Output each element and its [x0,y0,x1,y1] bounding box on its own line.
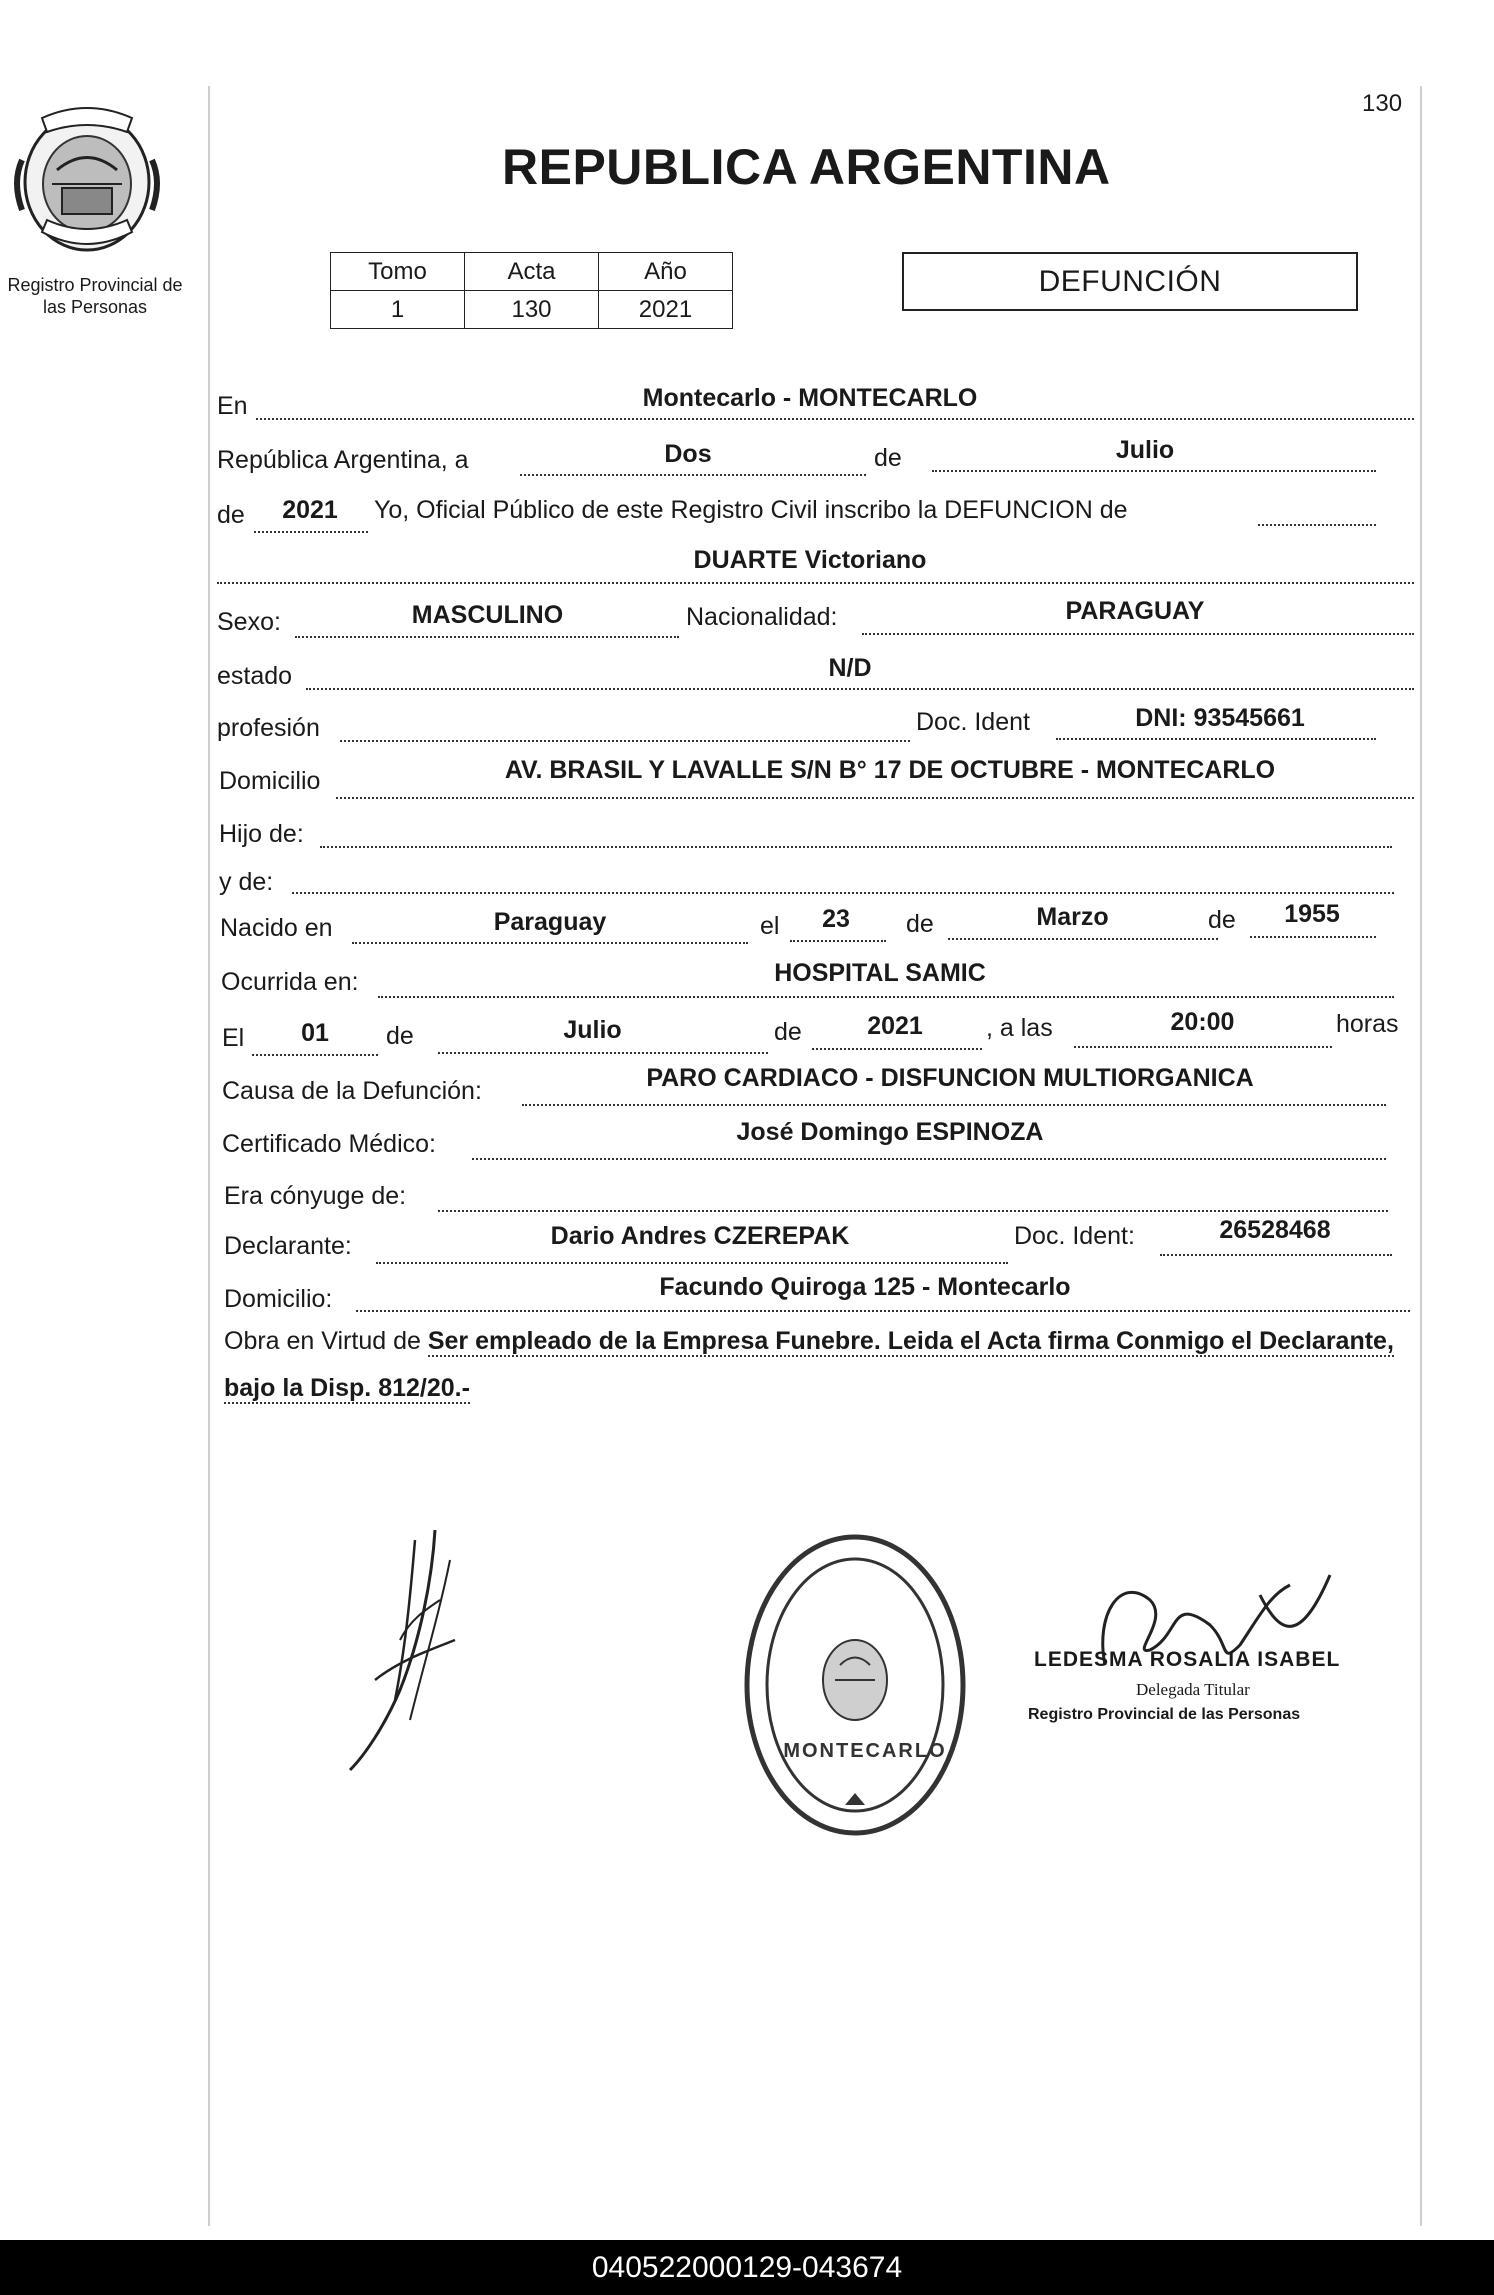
domicilio-label: Domicilio [219,767,321,795]
causa-line [522,1104,1386,1106]
footer-barcode-bar [0,2240,1494,2295]
declarant-signature [340,1520,480,1780]
organization-line-2: las Personas [42,297,148,317]
domicilio2-line [356,1310,1410,1312]
declarante-label: Declarante: [224,1232,352,1260]
domicilio2-value: Facundo Quiroga 125 - Montecarlo [659,1273,1071,1301]
footer-barcode-text: 040522000129-043674 [591,2250,903,2284]
causa-label: Causa de la Defunción: [222,1077,482,1105]
nacido-value: Paraguay [493,908,607,936]
death-time-value: 20:00 [1170,1008,1235,1036]
day-written-value: Dos [664,440,712,468]
birth-month-line [948,938,1218,940]
conyuge-line [438,1210,1388,1212]
hijo-label: Hijo de: [219,820,304,848]
month-line [932,470,1376,472]
doc-ident-line [1056,738,1376,740]
doc-ident2-label: Doc. Ident: [1014,1222,1135,1250]
right-margin-line [1420,86,1422,2226]
page-number: 130 [1362,90,1403,117]
nacionalidad-line [862,633,1414,635]
certificado-label: Certificado Médico: [222,1130,436,1158]
birth-day-value: 23 [822,905,850,933]
nacionalidad-label: Nacionalidad: [686,603,838,631]
el-label: el [760,912,780,940]
estado-label: estado [217,662,293,690]
official-registry-stamp [740,1530,970,1840]
domicilio-line [336,797,1414,799]
day-line [520,474,866,476]
document-type-box: DEFUNCIÓN [902,252,1358,311]
declaration-text: Yo, Oficial Público de este Registro Civil inscribo la DEFUNCION de [374,496,1128,524]
left-margin-line [208,86,210,2226]
provincial-seal-logo [12,100,162,260]
sexo-value: MASCULINO [411,601,564,629]
officer-role: Delegada Titular [1136,1680,1250,1699]
reference-table-header-row [331,253,733,291]
nacido-line [352,942,748,944]
obra-value: Ser empleado de la Empresa Funebre. Leida el Acta firma Conmigo el Declarante, bajo la Disp. 812/20.- [224,1327,1394,1402]
doc-ident2-value: 26528468 [1219,1216,1331,1244]
death-month-value: Julio [563,1016,622,1044]
birth-year-line [1250,936,1376,938]
profesion-label: profesión [217,714,320,742]
death-time-line [1074,1046,1332,1048]
organization-line-1: Registro Provincial de [7,275,183,295]
de-label-5: de [386,1022,414,1050]
doc-ident2-line [1160,1254,1392,1256]
obra-label: Obra en Virtud de [224,1327,421,1355]
sexo-label: Sexo: [217,608,281,636]
republica-label: República Argentina, a [217,446,469,474]
officer-name: LEDESMA ROSALIA ISABEL [1034,1648,1341,1671]
ref-value-tomo: 1 [331,291,465,329]
name-line [217,582,1414,584]
officer-org: Registro Provincial de las Personas [1028,1706,1301,1723]
en-label: En [217,392,248,420]
sexo-line [295,636,679,638]
nacido-label: Nacido en [220,914,333,942]
death-day-value: 01 [301,1019,329,1047]
deceased-name: DUARTE Victoriano [693,546,927,574]
de-label-3: de [906,910,934,938]
stamp-inner-text: MONTECARLO [783,1740,947,1762]
causa-value: PARO CARDIACO - DISFUNCION MULTIORGANICA [646,1064,1254,1092]
ref-header-acta: Acta [465,253,599,291]
death-month-line [438,1052,768,1054]
de-label-4: de [1208,906,1236,934]
reference-table-value-row [331,291,733,329]
doc-ident-label: Doc. Ident [916,708,1030,736]
de-label-6: de [774,1018,802,1046]
y-de-label: y de: [219,868,274,896]
ref-value-acta: 130 [465,291,599,329]
death-year-value: 2021 [867,1012,923,1040]
ocurrida-line [378,996,1394,998]
de-label-2: de [217,501,245,529]
de-label-1: de [874,444,902,472]
a-las-label: , a las [986,1014,1053,1042]
birth-month-value: Marzo [1036,903,1109,931]
en-value: Montecarlo - MONTECARLO [642,384,978,412]
reference-table [330,252,733,329]
obra-paragraph [224,1318,1424,1412]
horas-label: horas [1336,1010,1399,1038]
certificado-line [472,1158,1386,1160]
profesion-line [340,740,910,742]
birth-day-line [790,940,886,942]
ref-value-ano: 2021 [599,291,733,329]
organization-name [0,274,190,318]
ocurrida-value: HOSPITAL SAMIC [774,959,986,987]
declarante-line [376,1262,1008,1264]
hijo-line [320,846,1392,848]
domicilio2-label: Domicilio: [224,1285,333,1313]
certificado-value: José Domingo ESPINOZA [736,1118,1044,1146]
year-line [254,531,368,533]
conyuge-label: Era cónyuge de: [224,1182,407,1210]
domicilio-value: AV. BRASIL Y LAVALLE S/N B° 17 DE OCTUBRE - MONTECARLO [504,756,1276,784]
y-de-line [292,892,1394,894]
declarante-value: Dario Andres CZEREPAK [550,1222,850,1250]
estado-value: N/D [828,654,872,682]
declaration-line [1258,524,1376,526]
doc-ident-value: DNI: 93545661 [1135,704,1305,732]
page-title: REPUBLICA ARGENTINA [502,139,1111,195]
el-cap-label: El [222,1024,245,1052]
death-year-line [812,1048,982,1050]
en-line [256,418,1414,420]
ocurrida-label: Ocurrida en: [221,968,359,996]
year-value: 2021 [282,496,338,524]
birth-year-value: 1955 [1284,900,1340,928]
month-value: Julio [1115,436,1175,464]
ref-header-ano: Año [599,253,733,291]
ref-header-tomo: Tomo [331,253,465,291]
nacionalidad-value: PARAGUAY [1065,597,1205,625]
estado-line [306,688,1414,690]
death-day-line [252,1054,378,1056]
